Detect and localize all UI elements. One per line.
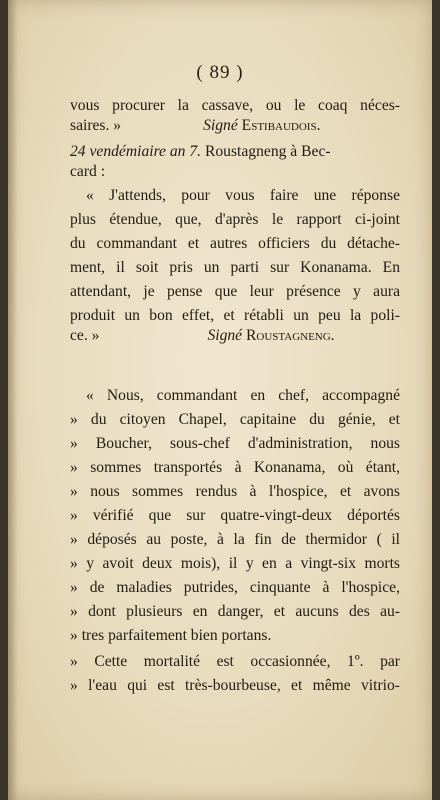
page-shadow (8, 0, 18, 800)
text-line: » du citoyen Chapel, capitaine du génie, et (70, 411, 400, 428)
text-line: attendant, je pense que leur présence y aura (70, 283, 400, 300)
text-line: » de maladies putrides, cinquante à l'hospice, (70, 579, 400, 596)
text-line: card : (70, 163, 106, 180)
text-line: » vérifié que sur quatre-vingt-deux déportés (70, 507, 400, 524)
text-line: » Cette mortalité est occasionnée, 1º. par (70, 653, 400, 670)
text-line: » y avoit deux mois), il y en a vingt-six morts (70, 555, 400, 572)
letter-date: 24 vendémiaire an 7. (70, 143, 202, 160)
text-line: » sommes transportés à Konanama, où étant, (70, 459, 400, 476)
signatory-name: Estibaudois. (241, 117, 321, 134)
signed-label: Signé (203, 117, 238, 134)
book-page (8, 0, 432, 800)
text-line: plus étendue, que, d'après le rapport ci-joint (70, 211, 400, 228)
signature-line-estibaudois (70, 116, 400, 136)
signature-line-roustagneng (70, 326, 400, 346)
text-line: ment, il soit pris un parti sur Konanama. En (70, 259, 400, 276)
text-line: » dont plusieurs en danger, et aucuns des au- (70, 603, 400, 620)
text-line: produit un bon effet, et rétabli un peu la poli- (70, 307, 400, 324)
letter-heading-line (70, 142, 400, 162)
text-line: « Nous, commandant en chef, accompagné (86, 387, 400, 404)
line-text: ce. » (70, 327, 100, 344)
signatory-name: Roustagneng. (246, 327, 335, 344)
signed-label: Signé (207, 327, 243, 344)
text-line: du commandant et autres officiers du détache- (70, 235, 400, 252)
text-line: vous procurer la cassave, ou le coaq néces- (70, 97, 400, 114)
letter-correspondents: Roustagneng à Bec- (204, 143, 331, 160)
page-number: ( 89 ) (196, 62, 244, 83)
text-line: » déposés au poste, à la fin de thermidor ( il (70, 531, 400, 548)
text-line: « J'attends, pour vous faire une réponse (86, 187, 400, 204)
text-line: » Boucher, sous-chef d'administration, nous (70, 435, 400, 452)
text-line: » tres parfaitement bien portans. (70, 627, 272, 644)
text-line: » l'eau qui est très-bourbeuse, et même vitrio- (70, 677, 400, 694)
line-text: saires. » (70, 117, 122, 134)
text-line: » nous sommes rendus à l'hospice, et avons (70, 483, 400, 500)
